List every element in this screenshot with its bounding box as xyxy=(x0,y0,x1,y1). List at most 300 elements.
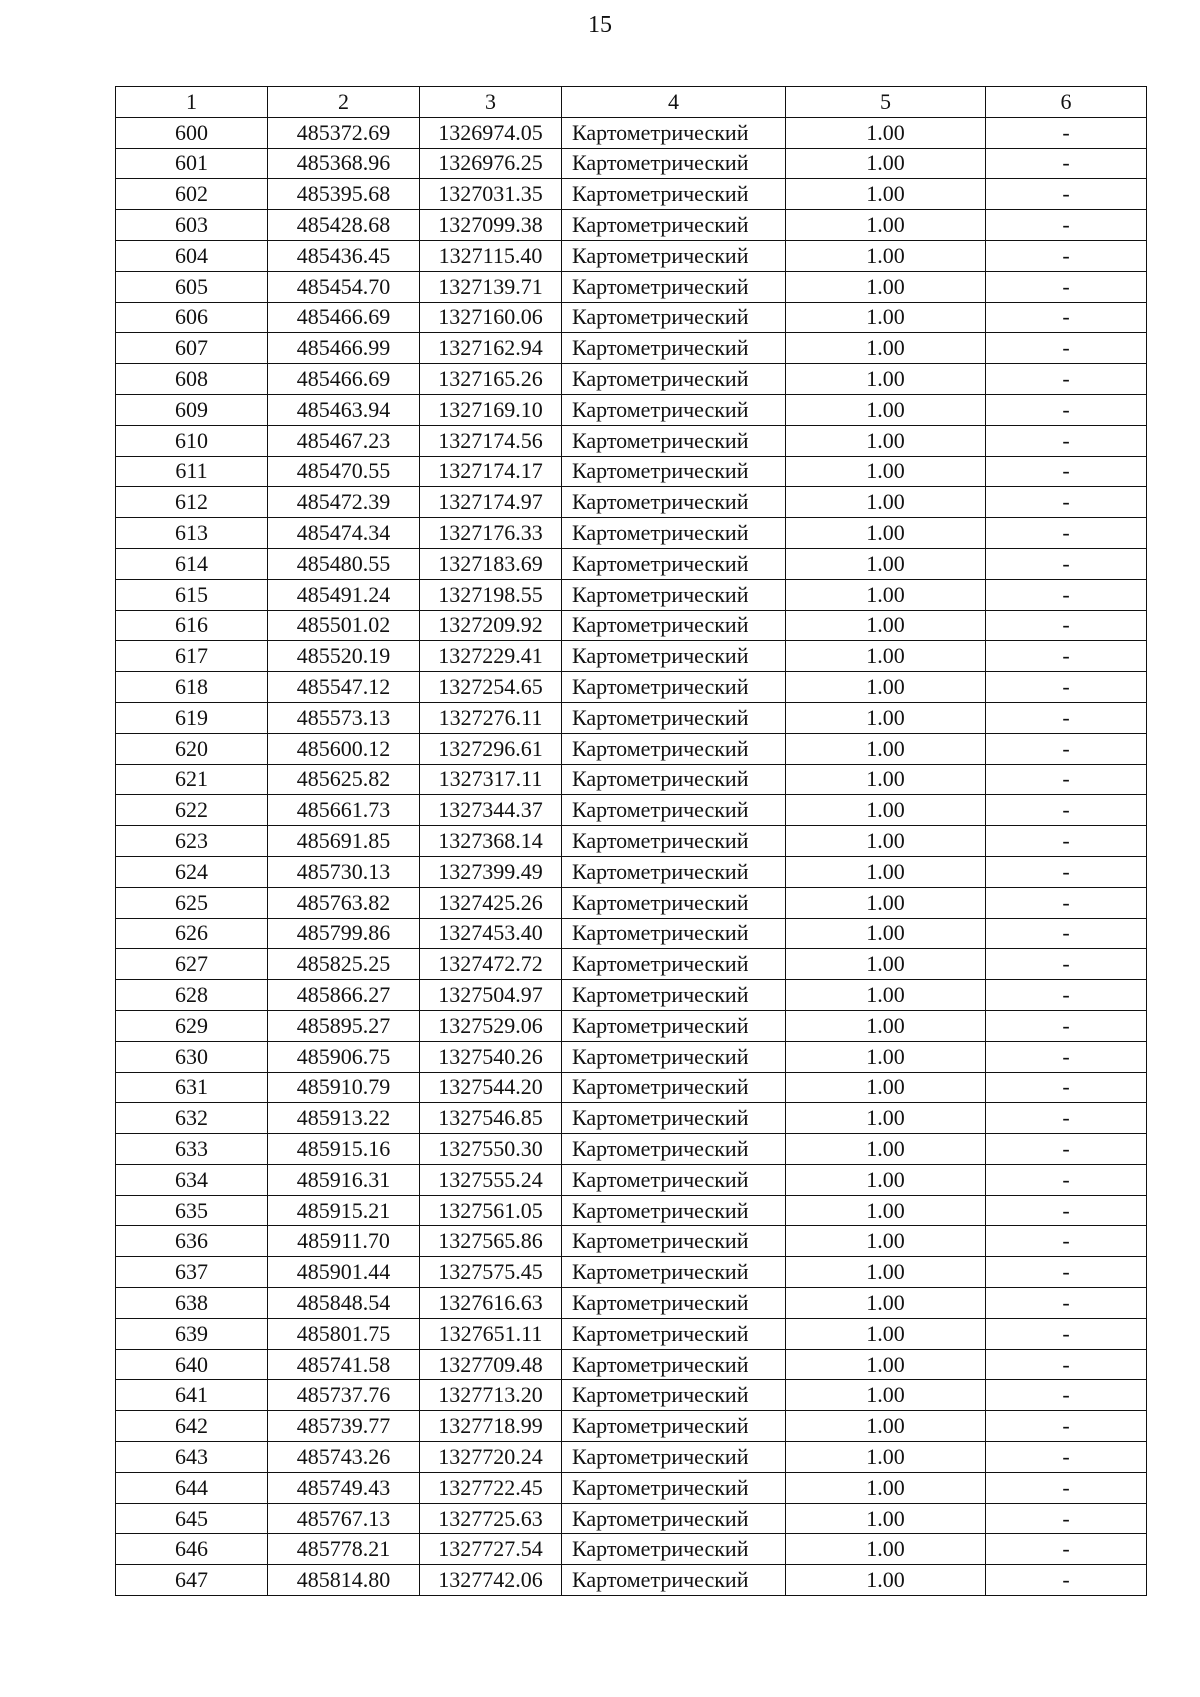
y-coordinate-cell: 1327575.45 xyxy=(420,1257,562,1288)
y-coordinate-cell: 1327160.06 xyxy=(420,302,562,333)
point-number-cell: 618 xyxy=(116,672,268,703)
table-row xyxy=(116,579,1147,610)
note-cell: - xyxy=(986,487,1147,518)
x-coordinate-cell: 485547.12 xyxy=(268,672,420,703)
table-row xyxy=(116,1226,1147,1257)
method-cell: Картометрический xyxy=(562,1195,786,1226)
note-cell: - xyxy=(986,702,1147,733)
accuracy-cell: 1.00 xyxy=(786,1195,986,1226)
method-cell: Картометрический xyxy=(562,826,786,857)
table-row xyxy=(116,1503,1147,1534)
y-coordinate-cell: 1327176.33 xyxy=(420,518,562,549)
note-cell: - xyxy=(986,548,1147,579)
table-row xyxy=(116,733,1147,764)
table-row xyxy=(116,1257,1147,1288)
point-number-cell: 647 xyxy=(116,1565,268,1596)
note-cell: - xyxy=(986,795,1147,826)
point-number-cell: 637 xyxy=(116,1257,268,1288)
accuracy-cell: 1.00 xyxy=(786,518,986,549)
table-row xyxy=(116,980,1147,1011)
accuracy-cell: 1.00 xyxy=(786,641,986,672)
accuracy-cell: 1.00 xyxy=(786,1134,986,1165)
x-coordinate-cell: 485395.68 xyxy=(268,179,420,210)
x-coordinate-cell: 485520.19 xyxy=(268,641,420,672)
note-cell: - xyxy=(986,1380,1147,1411)
y-coordinate-cell: 1327540.26 xyxy=(420,1041,562,1072)
note-cell: - xyxy=(986,949,1147,980)
point-number-cell: 626 xyxy=(116,918,268,949)
note-cell: - xyxy=(986,641,1147,672)
table-row xyxy=(116,1380,1147,1411)
x-coordinate-cell: 485767.13 xyxy=(268,1503,420,1534)
y-coordinate-cell: 1327276.11 xyxy=(420,702,562,733)
note-cell: - xyxy=(986,1072,1147,1103)
note-cell: - xyxy=(986,1134,1147,1165)
y-coordinate-cell: 1327550.30 xyxy=(420,1134,562,1165)
x-coordinate-cell: 485911.70 xyxy=(268,1226,420,1257)
point-number-cell: 614 xyxy=(116,548,268,579)
note-cell: - xyxy=(986,302,1147,333)
point-number-cell: 625 xyxy=(116,887,268,918)
y-coordinate-cell: 1327718.99 xyxy=(420,1411,562,1442)
x-coordinate-cell: 485763.82 xyxy=(268,887,420,918)
accuracy-cell: 1.00 xyxy=(786,949,986,980)
table-row xyxy=(116,333,1147,364)
table-row xyxy=(116,1041,1147,1072)
method-cell: Картометрический xyxy=(562,980,786,1011)
table-row xyxy=(116,918,1147,949)
x-coordinate-cell: 485454.70 xyxy=(268,271,420,302)
x-coordinate-cell: 485466.99 xyxy=(268,333,420,364)
note-cell: - xyxy=(986,1349,1147,1380)
table-row xyxy=(116,117,1147,148)
method-cell: Картометрический xyxy=(562,1472,786,1503)
y-coordinate-cell: 1327162.94 xyxy=(420,333,562,364)
y-coordinate-cell: 1327727.54 xyxy=(420,1534,562,1565)
table-row xyxy=(116,1565,1147,1596)
x-coordinate-cell: 485600.12 xyxy=(268,733,420,764)
point-number-cell: 602 xyxy=(116,179,268,210)
method-cell: Картометрический xyxy=(562,394,786,425)
method-cell: Картометрический xyxy=(562,1134,786,1165)
point-number-cell: 632 xyxy=(116,1103,268,1134)
table-row xyxy=(116,1288,1147,1319)
point-number-cell: 635 xyxy=(116,1195,268,1226)
accuracy-cell: 1.00 xyxy=(786,1010,986,1041)
point-number-cell: 601 xyxy=(116,148,268,179)
column-header: 2 xyxy=(268,87,420,118)
y-coordinate-cell: 1327198.55 xyxy=(420,579,562,610)
point-number-cell: 617 xyxy=(116,641,268,672)
table-row xyxy=(116,487,1147,518)
note-cell: - xyxy=(986,1257,1147,1288)
x-coordinate-cell: 485801.75 xyxy=(268,1318,420,1349)
y-coordinate-cell: 1327472.72 xyxy=(420,949,562,980)
point-number-cell: 603 xyxy=(116,210,268,241)
note-cell: - xyxy=(986,733,1147,764)
note-cell: - xyxy=(986,1472,1147,1503)
y-coordinate-cell: 1327651.11 xyxy=(420,1318,562,1349)
table-row xyxy=(116,1442,1147,1473)
table-row xyxy=(116,1472,1147,1503)
method-cell: Картометрический xyxy=(562,1318,786,1349)
point-number-cell: 615 xyxy=(116,579,268,610)
x-coordinate-cell: 485895.27 xyxy=(268,1010,420,1041)
x-coordinate-cell: 485501.02 xyxy=(268,610,420,641)
accuracy-cell: 1.00 xyxy=(786,1164,986,1195)
method-cell: Картометрический xyxy=(562,1288,786,1319)
table-row xyxy=(116,856,1147,887)
point-number-cell: 622 xyxy=(116,795,268,826)
accuracy-cell: 1.00 xyxy=(786,1442,986,1473)
y-coordinate-cell: 1327742.06 xyxy=(420,1565,562,1596)
note-cell: - xyxy=(986,518,1147,549)
note-cell: - xyxy=(986,980,1147,1011)
y-coordinate-cell: 1327165.26 xyxy=(420,364,562,395)
y-coordinate-cell: 1327344.37 xyxy=(420,795,562,826)
point-number-cell: 627 xyxy=(116,949,268,980)
method-cell: Картометрический xyxy=(562,856,786,887)
accuracy-cell: 1.00 xyxy=(786,1534,986,1565)
method-cell: Картометрический xyxy=(562,271,786,302)
table-row xyxy=(116,1534,1147,1565)
table-row xyxy=(116,548,1147,579)
point-number-cell: 628 xyxy=(116,980,268,1011)
x-coordinate-cell: 485625.82 xyxy=(268,764,420,795)
y-coordinate-cell: 1327099.38 xyxy=(420,210,562,241)
x-coordinate-cell: 485737.76 xyxy=(268,1380,420,1411)
accuracy-cell: 1.00 xyxy=(786,1318,986,1349)
table-row xyxy=(116,702,1147,733)
coordinates-table xyxy=(115,86,1147,1596)
table-row xyxy=(116,826,1147,857)
table-row xyxy=(116,949,1147,980)
x-coordinate-cell: 485913.22 xyxy=(268,1103,420,1134)
point-number-cell: 634 xyxy=(116,1164,268,1195)
y-coordinate-cell: 1327544.20 xyxy=(420,1072,562,1103)
point-number-cell: 600 xyxy=(116,117,268,148)
table-row xyxy=(116,210,1147,241)
method-cell: Картометрический xyxy=(562,333,786,364)
point-number-cell: 642 xyxy=(116,1411,268,1442)
note-cell: - xyxy=(986,826,1147,857)
table-row xyxy=(116,1103,1147,1134)
x-coordinate-cell: 485428.68 xyxy=(268,210,420,241)
x-coordinate-cell: 485467.23 xyxy=(268,425,420,456)
note-cell: - xyxy=(986,1534,1147,1565)
note-cell: - xyxy=(986,271,1147,302)
method-cell: Картометрический xyxy=(562,1226,786,1257)
y-coordinate-cell: 1327725.63 xyxy=(420,1503,562,1534)
x-coordinate-cell: 485470.55 xyxy=(268,456,420,487)
method-cell: Картометрический xyxy=(562,795,786,826)
note-cell: - xyxy=(986,1565,1147,1596)
table-body xyxy=(116,117,1147,1595)
x-coordinate-cell: 485749.43 xyxy=(268,1472,420,1503)
note-cell: - xyxy=(986,240,1147,271)
method-cell: Картометрический xyxy=(562,425,786,456)
table-row xyxy=(116,1010,1147,1041)
point-number-cell: 643 xyxy=(116,1442,268,1473)
table-row xyxy=(116,179,1147,210)
method-cell: Картометрический xyxy=(562,240,786,271)
point-number-cell: 638 xyxy=(116,1288,268,1319)
accuracy-cell: 1.00 xyxy=(786,1472,986,1503)
method-cell: Картометрический xyxy=(562,1349,786,1380)
y-coordinate-cell: 1327174.17 xyxy=(420,456,562,487)
point-number-cell: 645 xyxy=(116,1503,268,1534)
table-row xyxy=(116,610,1147,641)
point-number-cell: 624 xyxy=(116,856,268,887)
table-row xyxy=(116,425,1147,456)
x-coordinate-cell: 485915.16 xyxy=(268,1134,420,1165)
method-cell: Картометрический xyxy=(562,672,786,703)
method-cell: Картометрический xyxy=(562,1164,786,1195)
x-coordinate-cell: 485739.77 xyxy=(268,1411,420,1442)
table-row xyxy=(116,672,1147,703)
table-row xyxy=(116,1411,1147,1442)
note-cell: - xyxy=(986,610,1147,641)
x-coordinate-cell: 485906.75 xyxy=(268,1041,420,1072)
accuracy-cell: 1.00 xyxy=(786,302,986,333)
accuracy-cell: 1.00 xyxy=(786,1380,986,1411)
y-coordinate-cell: 1327504.97 xyxy=(420,980,562,1011)
note-cell: - xyxy=(986,1411,1147,1442)
x-coordinate-cell: 485463.94 xyxy=(268,394,420,425)
y-coordinate-cell: 1327529.06 xyxy=(420,1010,562,1041)
accuracy-cell: 1.00 xyxy=(786,548,986,579)
accuracy-cell: 1.00 xyxy=(786,1257,986,1288)
note-cell: - xyxy=(986,1503,1147,1534)
x-coordinate-cell: 485474.34 xyxy=(268,518,420,549)
accuracy-cell: 1.00 xyxy=(786,1411,986,1442)
point-number-cell: 633 xyxy=(116,1134,268,1165)
method-cell: Картометрический xyxy=(562,641,786,672)
accuracy-cell: 1.00 xyxy=(786,210,986,241)
x-coordinate-cell: 485741.58 xyxy=(268,1349,420,1380)
accuracy-cell: 1.00 xyxy=(786,117,986,148)
note-cell: - xyxy=(986,1442,1147,1473)
point-number-cell: 610 xyxy=(116,425,268,456)
column-header: 5 xyxy=(786,87,986,118)
note-cell: - xyxy=(986,1041,1147,1072)
note-cell: - xyxy=(986,918,1147,949)
table-row xyxy=(116,1349,1147,1380)
point-number-cell: 604 xyxy=(116,240,268,271)
method-cell: Картометрический xyxy=(562,1534,786,1565)
table-row xyxy=(116,456,1147,487)
method-cell: Картометрический xyxy=(562,364,786,395)
method-cell: Картометрический xyxy=(562,887,786,918)
method-cell: Картометрический xyxy=(562,1041,786,1072)
accuracy-cell: 1.00 xyxy=(786,672,986,703)
table-row xyxy=(116,1134,1147,1165)
method-cell: Картометрический xyxy=(562,610,786,641)
y-coordinate-cell: 1326974.05 xyxy=(420,117,562,148)
method-cell: Картометрический xyxy=(562,733,786,764)
note-cell: - xyxy=(986,1103,1147,1134)
y-coordinate-cell: 1327453.40 xyxy=(420,918,562,949)
y-coordinate-cell: 1327368.14 xyxy=(420,826,562,857)
y-coordinate-cell: 1327546.85 xyxy=(420,1103,562,1134)
method-cell: Картометрический xyxy=(562,1380,786,1411)
x-coordinate-cell: 485916.31 xyxy=(268,1164,420,1195)
note-cell: - xyxy=(986,148,1147,179)
accuracy-cell: 1.00 xyxy=(786,795,986,826)
method-cell: Картометрический xyxy=(562,1503,786,1534)
y-coordinate-cell: 1326976.25 xyxy=(420,148,562,179)
point-number-cell: 639 xyxy=(116,1318,268,1349)
x-coordinate-cell: 485466.69 xyxy=(268,364,420,395)
method-cell: Картометрический xyxy=(562,456,786,487)
note-cell: - xyxy=(986,179,1147,210)
note-cell: - xyxy=(986,364,1147,395)
note-cell: - xyxy=(986,425,1147,456)
point-number-cell: 621 xyxy=(116,764,268,795)
point-number-cell: 620 xyxy=(116,733,268,764)
note-cell: - xyxy=(986,1318,1147,1349)
accuracy-cell: 1.00 xyxy=(786,333,986,364)
x-coordinate-cell: 485910.79 xyxy=(268,1072,420,1103)
method-cell: Картометрический xyxy=(562,518,786,549)
note-cell: - xyxy=(986,1010,1147,1041)
y-coordinate-cell: 1327169.10 xyxy=(420,394,562,425)
method-cell: Картометрический xyxy=(562,302,786,333)
x-coordinate-cell: 485372.69 xyxy=(268,117,420,148)
table-header-row xyxy=(116,87,1147,118)
accuracy-cell: 1.00 xyxy=(786,856,986,887)
y-coordinate-cell: 1327254.65 xyxy=(420,672,562,703)
accuracy-cell: 1.00 xyxy=(786,887,986,918)
column-header: 3 xyxy=(420,87,562,118)
point-number-cell: 608 xyxy=(116,364,268,395)
accuracy-cell: 1.00 xyxy=(786,179,986,210)
note-cell: - xyxy=(986,1195,1147,1226)
x-coordinate-cell: 485472.39 xyxy=(268,487,420,518)
method-cell: Картометрический xyxy=(562,1442,786,1473)
x-coordinate-cell: 485730.13 xyxy=(268,856,420,887)
accuracy-cell: 1.00 xyxy=(786,1288,986,1319)
accuracy-cell: 1.00 xyxy=(786,980,986,1011)
method-cell: Картометрический xyxy=(562,548,786,579)
accuracy-cell: 1.00 xyxy=(786,1041,986,1072)
method-cell: Картометрический xyxy=(562,579,786,610)
x-coordinate-cell: 485661.73 xyxy=(268,795,420,826)
y-coordinate-cell: 1327174.97 xyxy=(420,487,562,518)
accuracy-cell: 1.00 xyxy=(786,240,986,271)
accuracy-cell: 1.00 xyxy=(786,918,986,949)
accuracy-cell: 1.00 xyxy=(786,826,986,857)
accuracy-cell: 1.00 xyxy=(786,1072,986,1103)
accuracy-cell: 1.00 xyxy=(786,425,986,456)
page-number: 15 xyxy=(588,12,612,38)
x-coordinate-cell: 485368.96 xyxy=(268,148,420,179)
method-cell: Картометрический xyxy=(562,949,786,980)
point-number-cell: 636 xyxy=(116,1226,268,1257)
x-coordinate-cell: 485778.21 xyxy=(268,1534,420,1565)
x-coordinate-cell: 485901.44 xyxy=(268,1257,420,1288)
y-coordinate-cell: 1327183.69 xyxy=(420,548,562,579)
accuracy-cell: 1.00 xyxy=(786,456,986,487)
table-row xyxy=(116,1318,1147,1349)
method-cell: Картометрический xyxy=(562,1257,786,1288)
y-coordinate-cell: 1327722.45 xyxy=(420,1472,562,1503)
accuracy-cell: 1.00 xyxy=(786,394,986,425)
table-row xyxy=(116,394,1147,425)
y-coordinate-cell: 1327229.41 xyxy=(420,641,562,672)
note-cell: - xyxy=(986,856,1147,887)
table-row xyxy=(116,1072,1147,1103)
accuracy-cell: 1.00 xyxy=(786,148,986,179)
column-header: 6 xyxy=(986,87,1147,118)
table-row xyxy=(116,1164,1147,1195)
x-coordinate-cell: 485436.45 xyxy=(268,240,420,271)
x-coordinate-cell: 485866.27 xyxy=(268,980,420,1011)
accuracy-cell: 1.00 xyxy=(786,702,986,733)
accuracy-cell: 1.00 xyxy=(786,271,986,302)
x-coordinate-cell: 485848.54 xyxy=(268,1288,420,1319)
y-coordinate-cell: 1327031.35 xyxy=(420,179,562,210)
accuracy-cell: 1.00 xyxy=(786,579,986,610)
accuracy-cell: 1.00 xyxy=(786,1226,986,1257)
y-coordinate-cell: 1327399.49 xyxy=(420,856,562,887)
column-header: 4 xyxy=(562,87,786,118)
accuracy-cell: 1.00 xyxy=(786,1349,986,1380)
y-coordinate-cell: 1327565.86 xyxy=(420,1226,562,1257)
y-coordinate-cell: 1327561.05 xyxy=(420,1195,562,1226)
point-number-cell: 619 xyxy=(116,702,268,733)
y-coordinate-cell: 1327616.63 xyxy=(420,1288,562,1319)
x-coordinate-cell: 485825.25 xyxy=(268,949,420,980)
point-number-cell: 640 xyxy=(116,1349,268,1380)
method-cell: Картометрический xyxy=(562,918,786,949)
table-row xyxy=(116,1195,1147,1226)
point-number-cell: 612 xyxy=(116,487,268,518)
table-row xyxy=(116,302,1147,333)
x-coordinate-cell: 485691.85 xyxy=(268,826,420,857)
point-number-cell: 646 xyxy=(116,1534,268,1565)
point-number-cell: 613 xyxy=(116,518,268,549)
y-coordinate-cell: 1327425.26 xyxy=(420,887,562,918)
x-coordinate-cell: 485573.13 xyxy=(268,702,420,733)
accuracy-cell: 1.00 xyxy=(786,610,986,641)
x-coordinate-cell: 485814.80 xyxy=(268,1565,420,1596)
point-number-cell: 623 xyxy=(116,826,268,857)
y-coordinate-cell: 1327713.20 xyxy=(420,1380,562,1411)
point-number-cell: 605 xyxy=(116,271,268,302)
note-cell: - xyxy=(986,1226,1147,1257)
note-cell: - xyxy=(986,887,1147,918)
y-coordinate-cell: 1327720.24 xyxy=(420,1442,562,1473)
x-coordinate-cell: 485743.26 xyxy=(268,1442,420,1473)
table-row xyxy=(116,887,1147,918)
point-number-cell: 629 xyxy=(116,1010,268,1041)
accuracy-cell: 1.00 xyxy=(786,764,986,795)
point-number-cell: 606 xyxy=(116,302,268,333)
point-number-cell: 631 xyxy=(116,1072,268,1103)
point-number-cell: 630 xyxy=(116,1041,268,1072)
x-coordinate-cell: 485915.21 xyxy=(268,1195,420,1226)
table-row xyxy=(116,240,1147,271)
y-coordinate-cell: 1327317.11 xyxy=(420,764,562,795)
note-cell: - xyxy=(986,333,1147,364)
point-number-cell: 611 xyxy=(116,456,268,487)
accuracy-cell: 1.00 xyxy=(786,1565,986,1596)
method-cell: Картометрический xyxy=(562,1103,786,1134)
table-row xyxy=(116,518,1147,549)
accuracy-cell: 1.00 xyxy=(786,733,986,764)
point-number-cell: 616 xyxy=(116,610,268,641)
